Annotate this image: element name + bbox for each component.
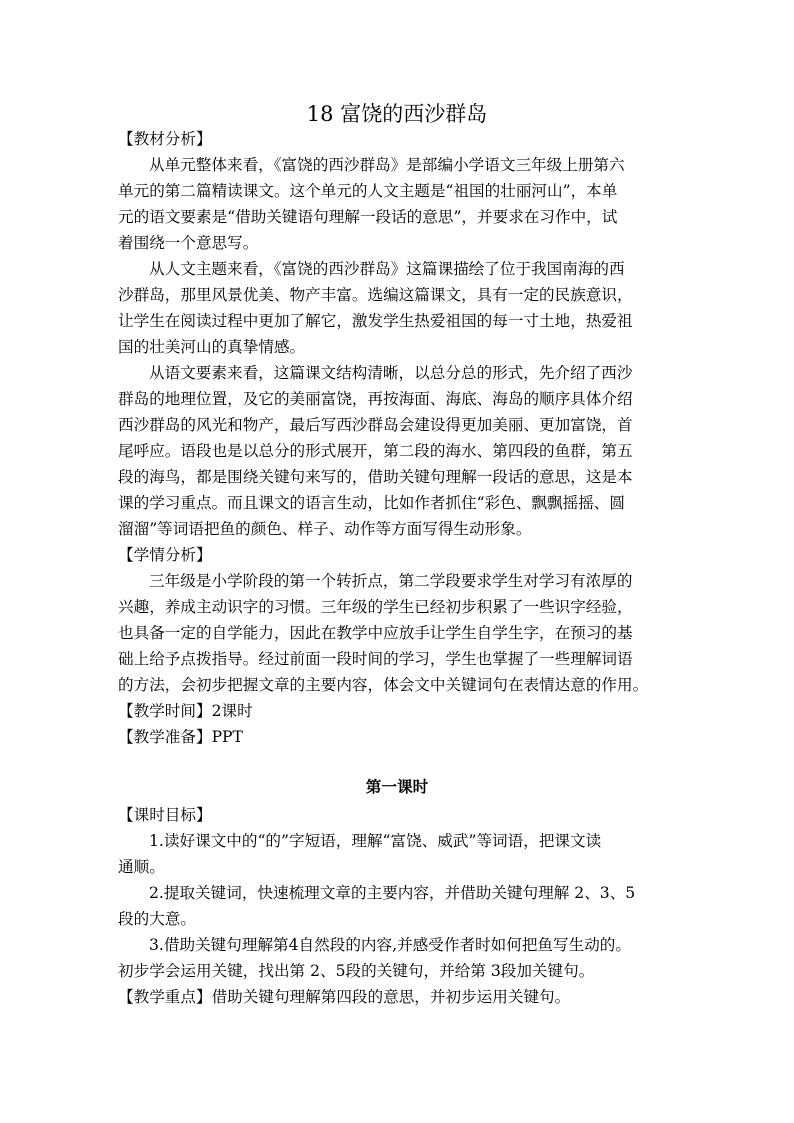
paragraph-line: 的方法，会初步把握文章的主要内容，体会文中关键词句在表情达意的作用。 xyxy=(118,676,649,694)
goal-line: 3.借助关键句理解第4自然段的内容,并感受作者时如何把鱼写生动的。 xyxy=(149,936,631,954)
paragraph-line: 兴趣，养成主动识字的习惯。三年级的学生已经初步积累了一些识字经验， xyxy=(118,598,633,616)
goal-line: 通顺。 xyxy=(118,858,165,876)
paragraph-line: 从语文要素来看，这篇课文结构清晰，以总分总的形式，先介绍了西沙 xyxy=(149,364,633,382)
teaching-prep: 【教学准备】PPT xyxy=(118,728,243,746)
paragraph-line: 元的语文要素是“借助关键语句理解一段话的意思”，并要求在习作中，试 xyxy=(118,208,618,226)
goal-line: 初步学会运用关键，找出第 2、5段的关键句，并给第 3段加关键句。 xyxy=(118,962,595,980)
paragraph-line: 国的壮美河山的真挚情感。 xyxy=(118,338,306,356)
paragraph-line: 溜溜”等词语把鱼的颜色、样子、动作等方面写得生动形象。 xyxy=(118,520,532,538)
paragraph-line: 段的海鸟，都是围绕关键句来写的，借助关键句理解一段话的意思，这是本 xyxy=(118,468,633,486)
teaching-time: 【教学时间】2课时 xyxy=(118,702,253,720)
key-point: 【教学重点】借助关键句理解第四段的意思，并初步运用关键句。 xyxy=(118,988,571,1006)
section-heading-jiaocai: 【教材分析】 xyxy=(118,130,212,148)
doc-title: 18 富饶的西沙群岛 xyxy=(306,102,488,126)
paragraph-line: 西沙群岛的风光和物产，最后写西沙群岛会建设得更加美丽、更加富饶，首 xyxy=(118,416,633,434)
paragraph-line: 沙群岛，那里风景优美、物产丰富。选编这篇课文，具有一定的民族意识， xyxy=(118,286,633,304)
paragraph-line: 从人文主题来看，《富饶的西沙群岛》这篇课描绘了位于我国南海的西 xyxy=(149,260,625,278)
paragraph-line: 单元的第二篇精读课文。这个单元的人文主题是“祖国的壮丽河山”，本单 xyxy=(118,182,618,200)
paragraph-line: 尾呼应。语段也是以总分的形式展开，第二段的海水、第四段的鱼群，第五 xyxy=(118,442,633,460)
goal-line: 2.提取关键词，快速梳理文章的主要内容，并借助关键句理解 2、3、5 xyxy=(149,884,636,902)
paragraph-line: 让学生在阅读过程中更加了解它，激发学生热爱祖国的每一寸土地，热爱祖 xyxy=(118,312,633,330)
paragraph-line: 从单元整体来看，《富饶的西沙群岛》是部编小学语文三年级上册第六 xyxy=(149,156,625,174)
paragraph-line: 群岛的地理位置，及它的美丽富饶，再按海面、海底、海岛的顺序具体介绍 xyxy=(118,390,633,408)
lesson-heading: 第一课时 xyxy=(365,777,429,796)
paragraph-line: 着围绕一个意思写。 xyxy=(118,234,259,252)
section-heading-xueqing: 【学情分析】 xyxy=(118,546,212,564)
paragraph-line: 三年级是小学阶段的第一个转折点，第二学段要求学生对学习有浓厚的 xyxy=(149,572,633,590)
section-heading-goals: 【课时目标】 xyxy=(118,806,212,824)
paragraph-line: 也具备一定的自学能力，因此在教学中应放手让学生自学生字，在预习的基 xyxy=(118,624,633,642)
paragraph-line: 础上给予点拨指导。经过前面一段时间的学习，学生也掌握了一些理解词语 xyxy=(118,650,633,668)
paragraph-line: 课的学习重点。而且课文的语言生动，比如作者抓住“彩色、飘飘摇摇、圆 xyxy=(118,494,625,512)
goal-line: 1.读好课文中的“的”字短语，理解“富饶、威武”等词语，把课文读 xyxy=(149,832,602,850)
goal-line: 段的大意。 xyxy=(118,910,196,928)
